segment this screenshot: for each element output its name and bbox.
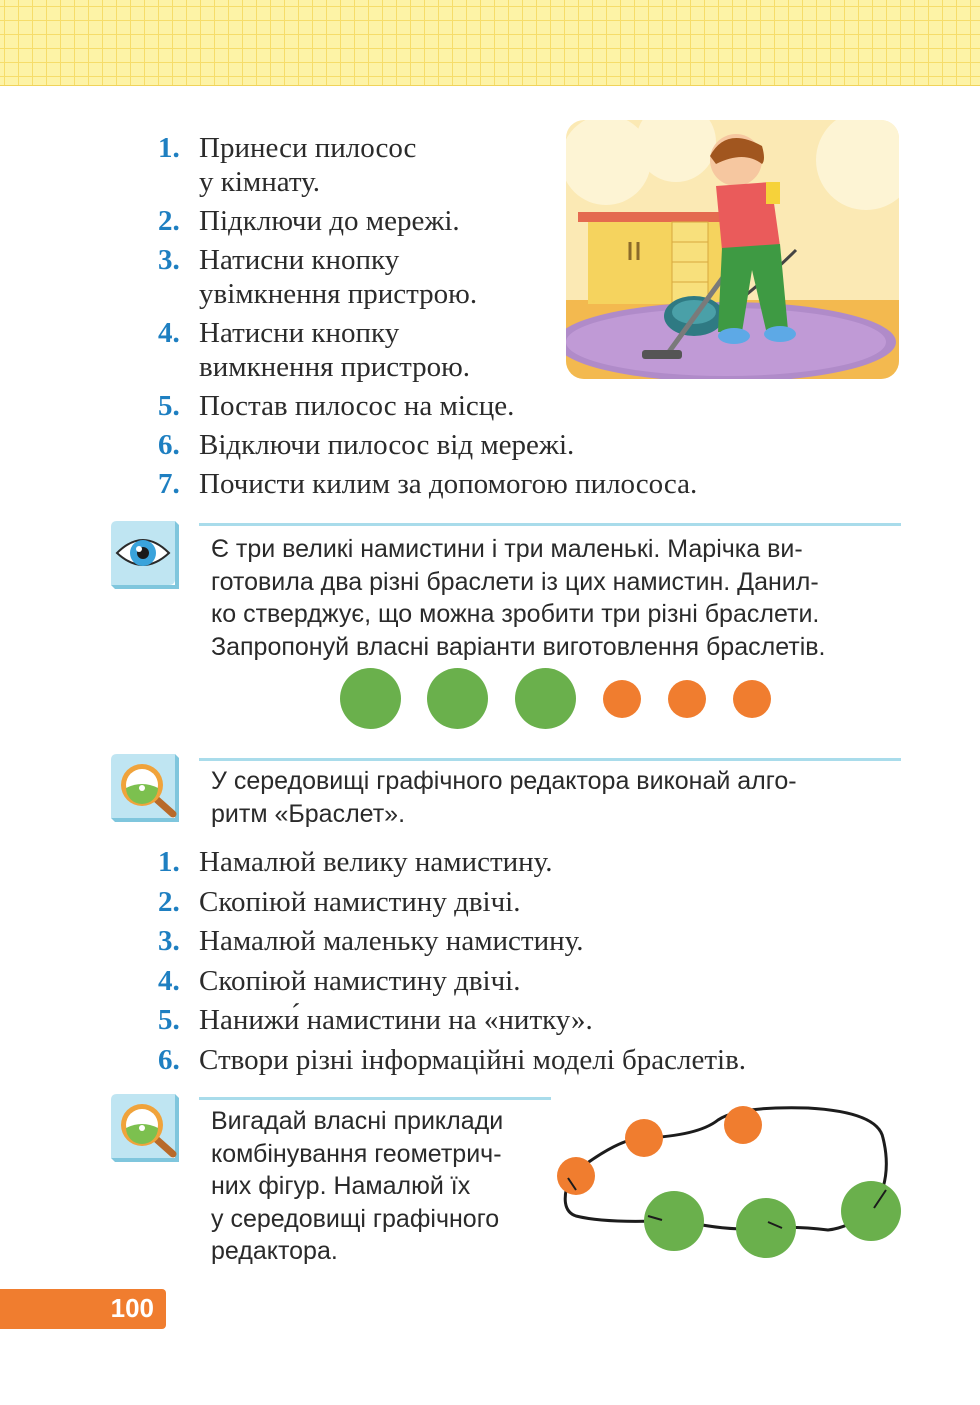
step-text: Намалюй маленьку намистину. bbox=[199, 925, 584, 958]
step-number: 1. bbox=[158, 846, 180, 878]
step-number: 4. bbox=[158, 964, 180, 997]
list-item bbox=[158, 1003, 746, 1037]
text-line: комбінування геометрич- bbox=[211, 1139, 502, 1168]
page-number-tab bbox=[0, 1289, 166, 1329]
step-text: Скопіюй намистину двічі. bbox=[199, 885, 521, 918]
step-text: вимкнення пристрою. bbox=[199, 351, 471, 383]
big-bead bbox=[644, 1191, 704, 1251]
step-text: Скопіюй намистину двічі. bbox=[199, 964, 521, 997]
text-line: ритм «Браслет». bbox=[211, 799, 406, 828]
text-line: Є три великі намистини і три маленькі. Марічка ви- bbox=[211, 535, 803, 563]
list-item bbox=[158, 924, 746, 958]
beads-row bbox=[338, 667, 778, 731]
step-number: 4. bbox=[158, 317, 180, 349]
step-text: Принеси пилосос bbox=[199, 132, 417, 164]
section-divider bbox=[199, 758, 901, 761]
editor-task-text bbox=[211, 765, 797, 830]
text-line: У середовищі графічного редактора виконай алго- bbox=[211, 767, 797, 795]
section-divider bbox=[199, 523, 901, 526]
step-number: 1. bbox=[158, 132, 180, 164]
step-text: Натисни кнопку bbox=[199, 244, 400, 276]
vacuum-illustration bbox=[566, 120, 899, 379]
list-item bbox=[158, 389, 697, 423]
small-bead bbox=[733, 680, 771, 718]
step-text: у кімнату. bbox=[199, 166, 321, 198]
big-bead bbox=[736, 1198, 796, 1258]
big-bead bbox=[427, 668, 488, 729]
step-text: Почисти килим за допомогою пилососа. bbox=[199, 468, 698, 500]
list-item bbox=[158, 428, 697, 462]
step-number: 3. bbox=[158, 244, 180, 276]
step-number: 2. bbox=[158, 885, 180, 918]
small-bead bbox=[603, 680, 641, 718]
list-item bbox=[158, 1043, 746, 1077]
step-number: 7. bbox=[158, 468, 180, 500]
step-number: 6. bbox=[158, 429, 180, 461]
list-item bbox=[158, 885, 746, 919]
eye-icon bbox=[109, 519, 181, 591]
eye-task-text bbox=[211, 533, 826, 663]
big-bead bbox=[841, 1181, 901, 1241]
text-line: у середовищі графічного bbox=[211, 1204, 500, 1233]
step-text: Нанижи́ намистини на «нитку». bbox=[199, 1004, 593, 1037]
small-bead bbox=[625, 1119, 663, 1157]
big-bead bbox=[515, 668, 576, 729]
text-line: готовила два різні браслети із цих намистин. Данил- bbox=[211, 567, 819, 596]
big-bead bbox=[340, 668, 401, 729]
step-text: Створи різні інформаційні моделі браслетів. bbox=[199, 1043, 747, 1076]
step-text: Намалюй велику намистину. bbox=[199, 846, 553, 878]
list-item bbox=[158, 845, 746, 879]
text-line: ко стверджує, що можна зробити три різні браслети. bbox=[211, 600, 820, 628]
step-number: 2. bbox=[158, 205, 180, 237]
small-bead bbox=[668, 680, 706, 718]
grid-header-decoration bbox=[0, 0, 980, 86]
bracelet-steps-list bbox=[158, 845, 746, 1083]
step-text: Постав пилосос на місце. bbox=[199, 390, 515, 422]
section-divider bbox=[199, 1097, 551, 1100]
text-line: Вигадай власні приклади bbox=[211, 1107, 504, 1135]
step-number: 6. bbox=[158, 1043, 180, 1076]
list-item bbox=[158, 467, 697, 501]
create-task-text bbox=[211, 1105, 503, 1268]
step-number: 5. bbox=[158, 1004, 180, 1037]
step-text: Відключи пилосос від мережі. bbox=[199, 429, 575, 461]
step-text: увімкнення пристрою. bbox=[199, 278, 478, 310]
page-number: 100 bbox=[110, 1293, 154, 1323]
step-number: 5. bbox=[158, 390, 180, 422]
step-number: 3. bbox=[158, 925, 180, 958]
list-item bbox=[158, 964, 746, 998]
text-line: Запропонуй власні варіанти виготовлення браслетів. bbox=[211, 632, 826, 661]
step-text: Підключи до мережі. bbox=[199, 205, 460, 237]
bracelet-illustration bbox=[548, 1098, 908, 1268]
magnifier-icon bbox=[109, 752, 181, 824]
small-bead bbox=[724, 1106, 762, 1144]
magnifier-icon bbox=[109, 1092, 181, 1164]
text-line: редактора. bbox=[211, 1237, 338, 1265]
text-line: них фігур. Намалюй їх bbox=[211, 1172, 471, 1200]
step-text: Натисни кнопку bbox=[199, 317, 400, 349]
